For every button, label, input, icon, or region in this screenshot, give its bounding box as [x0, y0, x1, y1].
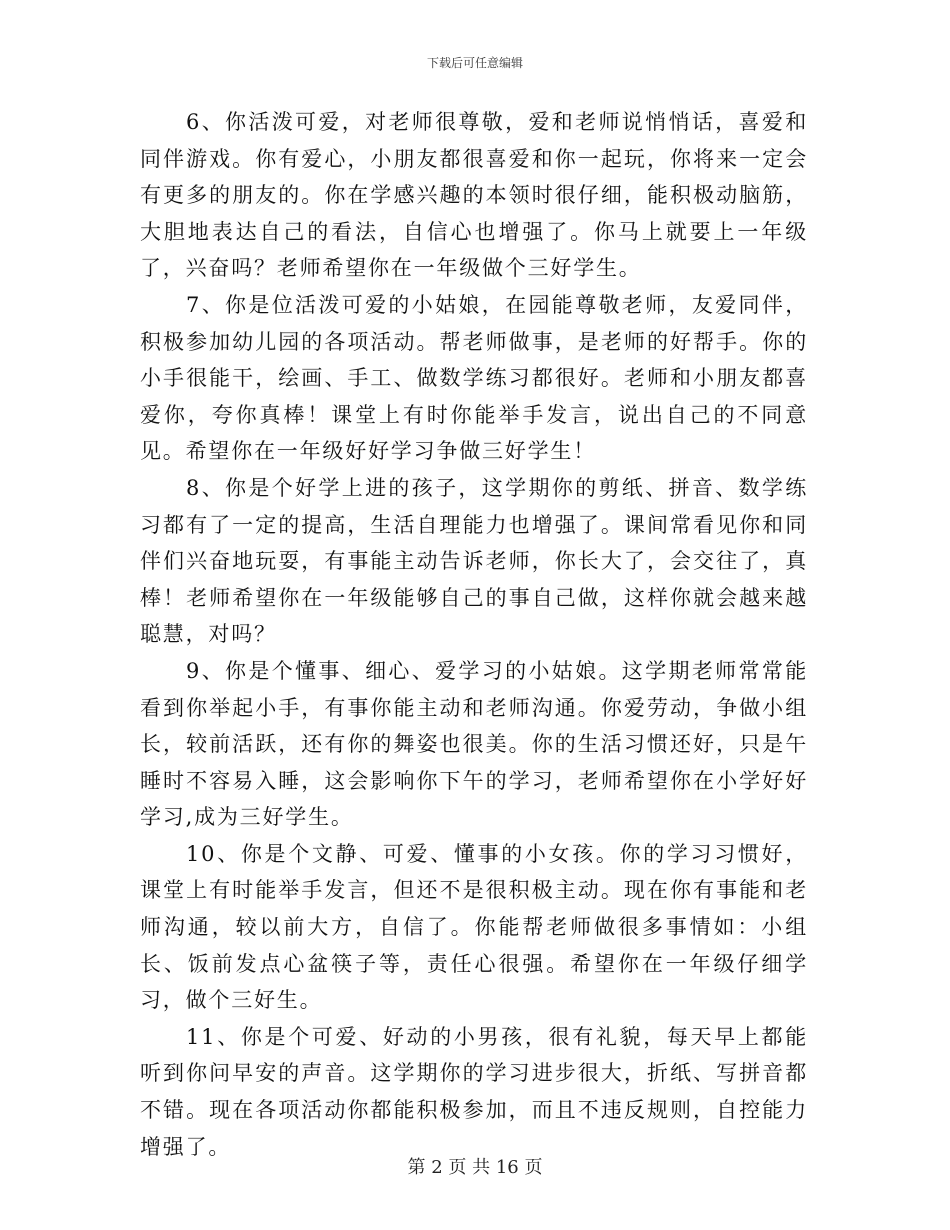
paragraph-8: 8、你是个好学上进的孩子，这学期你的剪纸、拼音、数学练习都有了一定的提高，生活自理能力也增强了。课间常看见你和同伴们兴奋地玩耍，有事能主动告诉老师，你长大了，会交往了，真棒！老师希望你在一年级能够自己的事自己做，这样你就会越来越聪慧，对吗？ [140, 475, 808, 647]
paragraph-9: 9、你是个懂事、细心、爱学习的小姑娘。这学期老师常常能看到你举起小手，有事你能主动和老师沟通。你爱劳动，争做小组长，较前活跃，还有你的舞姿也很美。你的生活习惯还好，只是午睡时不容易入睡，这会影响你下午的学习，老师希望你在小学好好学习,成为三好学生。 [140, 658, 808, 830]
paragraph-6: 6、你活泼可爱，对老师很尊敬，爱和老师说悄悄话，喜爱和同伴游戏。你有爱心，小朋友都很喜爱和你一起玩，你将来一定会有更多的朋友的。你在学感兴趣的本领时很仔细，能积极动脑筋，大胆地表达自己的看法，自信心也增强了。你马上就要上一年级了，兴奋吗？老师希望你在一年级做个三好学生。 [140, 110, 808, 281]
page-header: 下载后可任意编辑 [426, 56, 523, 70]
paragraph-7: 7、你是位活泼可爱的小姑娘，在园能尊敬老师，友爱同伴，积极参加幼儿园的各项活动。帮老师做事，是老师的好帮手。你的小手很能干，绘画、手工、做数学练习都很好。老师和小朋友都喜爱你，夸你真棒！课堂上有时你能举手发言，说出自己的不同意见。希望你在一年级好好学习争做三好学生！ [140, 292, 808, 464]
paragraph-10: 10、你是个文静、可爱、懂事的小女孩。你的学习习惯好，课堂上有时能举手发言，但还不是很积极主动。现在你有事能和老师沟通，较以前大方，自信了。你能帮老师做很多事情如：小组长、饭前发点心盆筷子等，责任心很强。希望你在一年级仔细学习，做个三好生。 [140, 841, 808, 1013]
paragraph-11: 11、你是个可爱、好动的小男孩，很有礼貌，每天早上都能听到你问早安的声音。这学期你的学习进步很大，折纸、写拼音都不错。现在各项活动你都能积极参加，而且不违反规则，自控能力增强了。 [140, 1024, 808, 1159]
page-footer: 第 2 页 共 16 页 [407, 1157, 543, 1178]
document-body [140, 104, 808, 1165]
